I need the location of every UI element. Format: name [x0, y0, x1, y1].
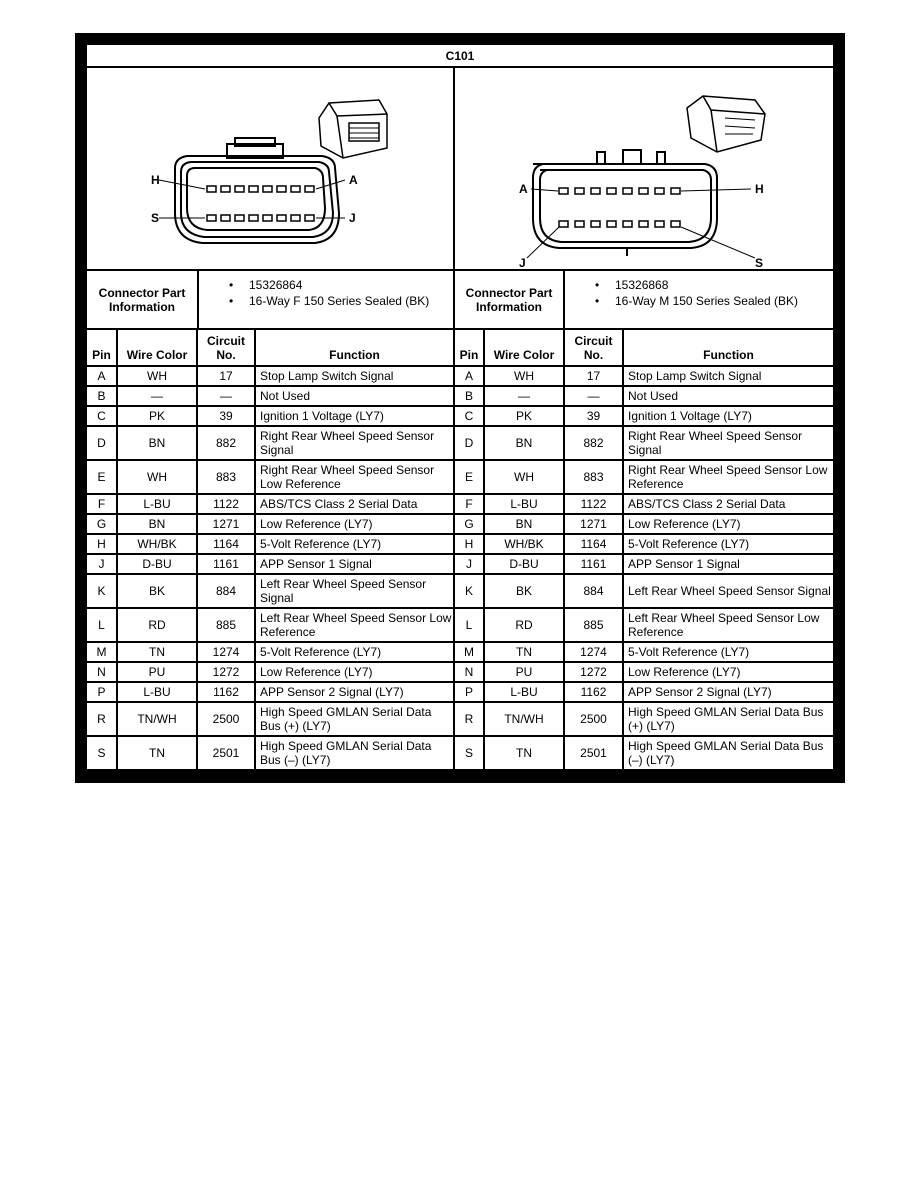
left-wire-color-cell: TN: [118, 737, 196, 769]
left-circuit-cell: —: [198, 387, 254, 405]
left-circuit-cell: 1161: [198, 555, 254, 573]
right-circuit-cell: 17: [565, 367, 622, 385]
right-wire-color-cell: L-BU: [485, 495, 563, 513]
right-wire-color-cell: —: [485, 387, 563, 405]
right-pin-cell: A: [455, 367, 483, 385]
right-pin-cell: B: [455, 387, 483, 405]
left-pin-cell: F: [87, 495, 116, 513]
left-pin-cell: H: [87, 535, 116, 553]
right-function-cell: APP Sensor 2 Signal (LY7): [624, 683, 833, 701]
left-function-cell: Low Reference (LY7): [256, 663, 453, 681]
column-header-function: Function: [624, 330, 833, 365]
right-wire-color-cell: PU: [485, 663, 563, 681]
right-function-cell: Left Rear Wheel Speed Sensor Low Reference: [624, 609, 833, 641]
label-top-left: H: [151, 173, 160, 187]
label-top-right: A: [349, 173, 358, 187]
left-wire-color-cell: TN/WH: [118, 703, 196, 735]
left-pin-cell: S: [87, 737, 116, 769]
right-part-number: • 15326868: [595, 277, 833, 293]
column-header-function: Function: [256, 330, 453, 365]
male-connector-drawing: [455, 68, 833, 269]
left-circuit-cell: 2501: [198, 737, 254, 769]
right-wire-color-cell: TN: [485, 737, 563, 769]
right-pin-cell: S: [455, 737, 483, 769]
right-pin-cell: E: [455, 461, 483, 493]
right-circuit-cell: 39: [565, 407, 622, 425]
left-circuit-cell: 1272: [198, 663, 254, 681]
column-header-pin: Pin: [455, 330, 483, 365]
left-wire-color-cell: RD: [118, 609, 196, 641]
right-function-cell: Low Reference (LY7): [624, 515, 833, 533]
right-wire-color-cell: BN: [485, 515, 563, 533]
left-function-cell: Stop Lamp Switch Signal: [256, 367, 453, 385]
left-wire-color-cell: L-BU: [118, 495, 196, 513]
right-circuit-cell: 2501: [565, 737, 622, 769]
left-pin-cell: J: [87, 555, 116, 573]
right-part-label: Connector Part Information: [455, 271, 563, 328]
left-circuit-cell: 1164: [198, 535, 254, 553]
label-bottom-right: S: [755, 256, 764, 269]
column-header-wire: Wire Color: [118, 330, 196, 365]
left-function-cell: Right Rear Wheel Speed Sensor Signal: [256, 427, 453, 459]
left-circuit-cell: 39: [198, 407, 254, 425]
right-circuit-cell: 1122: [565, 495, 622, 513]
left-pin-cell: C: [87, 407, 116, 425]
right-circuit-cell: 1162: [565, 683, 622, 701]
left-wire-color-cell: —: [118, 387, 196, 405]
left-wire-color-cell: WH: [118, 367, 196, 385]
left-function-cell: High Speed GMLAN Serial Data Bus (+) (LY7): [256, 703, 453, 735]
right-pin-cell: D: [455, 427, 483, 459]
column-header-circuit: Circuit No.: [565, 330, 622, 365]
left-function-cell: 5-Volt Reference (LY7): [256, 643, 453, 661]
left-function-cell: Right Rear Wheel Speed Sensor Low Reference: [256, 461, 453, 493]
right-wire-color-cell: PK: [485, 407, 563, 425]
right-function-cell: Left Rear Wheel Speed Sensor Signal: [624, 575, 833, 607]
left-circuit-cell: 1122: [198, 495, 254, 513]
left-pin-cell: D: [87, 427, 116, 459]
right-pin-cell: K: [455, 575, 483, 607]
left-function-cell: Low Reference (LY7): [256, 515, 453, 533]
right-function-cell: Stop Lamp Switch Signal: [624, 367, 833, 385]
connector-title: C101: [87, 45, 833, 66]
right-circuit-cell: 1161: [565, 555, 622, 573]
right-wire-color-cell: D-BU: [485, 555, 563, 573]
column-header-wire: Wire Color: [485, 330, 563, 365]
right-circuit-cell: 884: [565, 575, 622, 607]
right-pin-cell: R: [455, 703, 483, 735]
right-function-cell: Right Rear Wheel Speed Sensor Signal: [624, 427, 833, 459]
label-top-right: H: [755, 182, 764, 196]
left-pin-cell: G: [87, 515, 116, 533]
left-pin-cell: N: [87, 663, 116, 681]
right-circuit-cell: 885: [565, 609, 622, 641]
right-function-cell: High Speed GMLAN Serial Data Bus (+) (LY7): [624, 703, 833, 735]
right-circuit-cell: 882: [565, 427, 622, 459]
left-circuit-cell: 1162: [198, 683, 254, 701]
label-bottom-left: J: [519, 256, 526, 269]
left-circuit-cell: 883: [198, 461, 254, 493]
right-pin-cell: F: [455, 495, 483, 513]
left-function-cell: Not Used: [256, 387, 453, 405]
right-circuit-cell: 883: [565, 461, 622, 493]
right-pin-cell: N: [455, 663, 483, 681]
left-function-cell: Left Rear Wheel Speed Sensor Signal: [256, 575, 453, 607]
left-wire-color-cell: TN: [118, 643, 196, 661]
left-function-cell: APP Sensor 1 Signal: [256, 555, 453, 573]
left-wire-color-cell: BK: [118, 575, 196, 607]
left-part-desc: • 16-Way F 150 Series Sealed (BK): [229, 293, 453, 309]
label-bottom-right: J: [349, 211, 356, 225]
right-wire-color-cell: WH: [485, 461, 563, 493]
left-function-cell: Ignition 1 Voltage (LY7): [256, 407, 453, 425]
left-pin-cell: E: [87, 461, 116, 493]
right-wire-color-cell: L-BU: [485, 683, 563, 701]
right-part-info: [565, 271, 833, 328]
left-pin-cell: B: [87, 387, 116, 405]
left-pin-cell: L: [87, 609, 116, 641]
left-function-cell: ABS/TCS Class 2 Serial Data: [256, 495, 453, 513]
label-top-left: A: [519, 182, 528, 196]
female-connector-drawing: [87, 68, 453, 269]
left-part-info: [199, 271, 453, 328]
right-function-cell: Ignition 1 Voltage (LY7): [624, 407, 833, 425]
left-circuit-cell: 1274: [198, 643, 254, 661]
right-function-cell: Low Reference (LY7): [624, 663, 833, 681]
right-wire-color-cell: RD: [485, 609, 563, 641]
left-circuit-cell: 1271: [198, 515, 254, 533]
right-wire-color-cell: WH: [485, 367, 563, 385]
right-pin-cell: M: [455, 643, 483, 661]
right-circuit-cell: —: [565, 387, 622, 405]
right-function-cell: High Speed GMLAN Serial Data Bus (–) (LY7): [624, 737, 833, 769]
left-wire-color-cell: WH: [118, 461, 196, 493]
left-function-cell: 5-Volt Reference (LY7): [256, 535, 453, 553]
right-wire-color-cell: BK: [485, 575, 563, 607]
left-part-number: • 15326864: [229, 277, 453, 293]
right-wire-color-cell: WH/BK: [485, 535, 563, 553]
right-function-cell: 5-Volt Reference (LY7): [624, 643, 833, 661]
left-pin-cell: K: [87, 575, 116, 607]
left-wire-color-cell: PU: [118, 663, 196, 681]
left-pin-cell: P: [87, 683, 116, 701]
right-function-cell: APP Sensor 1 Signal: [624, 555, 833, 573]
left-wire-color-cell: BN: [118, 427, 196, 459]
right-wire-color-cell: TN/WH: [485, 703, 563, 735]
right-circuit-cell: 1272: [565, 663, 622, 681]
left-circuit-cell: 17: [198, 367, 254, 385]
right-function-cell: 5-Volt Reference (LY7): [624, 535, 833, 553]
left-pin-cell: R: [87, 703, 116, 735]
right-circuit-cell: 1164: [565, 535, 622, 553]
right-circuit-cell: 2500: [565, 703, 622, 735]
left-function-cell: High Speed GMLAN Serial Data Bus (–) (LY7): [256, 737, 453, 769]
right-circuit-cell: 1271: [565, 515, 622, 533]
left-function-cell: APP Sensor 2 Signal (LY7): [256, 683, 453, 701]
left-wire-color-cell: D-BU: [118, 555, 196, 573]
column-header-pin: Pin: [87, 330, 116, 365]
right-pin-cell: G: [455, 515, 483, 533]
right-function-cell: Right Rear Wheel Speed Sensor Low Reference: [624, 461, 833, 493]
right-pin-cell: J: [455, 555, 483, 573]
left-pin-cell: M: [87, 643, 116, 661]
left-function-cell: Left Rear Wheel Speed Sensor Low Reference: [256, 609, 453, 641]
left-circuit-cell: 882: [198, 427, 254, 459]
right-function-cell: Not Used: [624, 387, 833, 405]
left-wire-color-cell: WH/BK: [118, 535, 196, 553]
left-wire-color-cell: BN: [118, 515, 196, 533]
right-pin-cell: P: [455, 683, 483, 701]
right-pin-cell: H: [455, 535, 483, 553]
right-wire-color-cell: TN: [485, 643, 563, 661]
left-circuit-cell: 2500: [198, 703, 254, 735]
connector-table: [75, 33, 845, 783]
column-header-circuit: Circuit No.: [198, 330, 254, 365]
right-part-desc: • 16-Way M 150 Series Sealed (BK): [595, 293, 833, 309]
left-part-label: Connector Part Information: [87, 271, 197, 328]
left-circuit-cell: 884: [198, 575, 254, 607]
label-bottom-left: S: [151, 211, 160, 225]
left-pin-cell: A: [87, 367, 116, 385]
left-wire-color-cell: L-BU: [118, 683, 196, 701]
right-wire-color-cell: BN: [485, 427, 563, 459]
male-connector-view: [455, 68, 833, 269]
left-wire-color-cell: PK: [118, 407, 196, 425]
right-function-cell: ABS/TCS Class 2 Serial Data: [624, 495, 833, 513]
right-pin-cell: L: [455, 609, 483, 641]
right-pin-cell: C: [455, 407, 483, 425]
left-circuit-cell: 885: [198, 609, 254, 641]
right-circuit-cell: 1274: [565, 643, 622, 661]
female-connector-view: [87, 68, 453, 269]
